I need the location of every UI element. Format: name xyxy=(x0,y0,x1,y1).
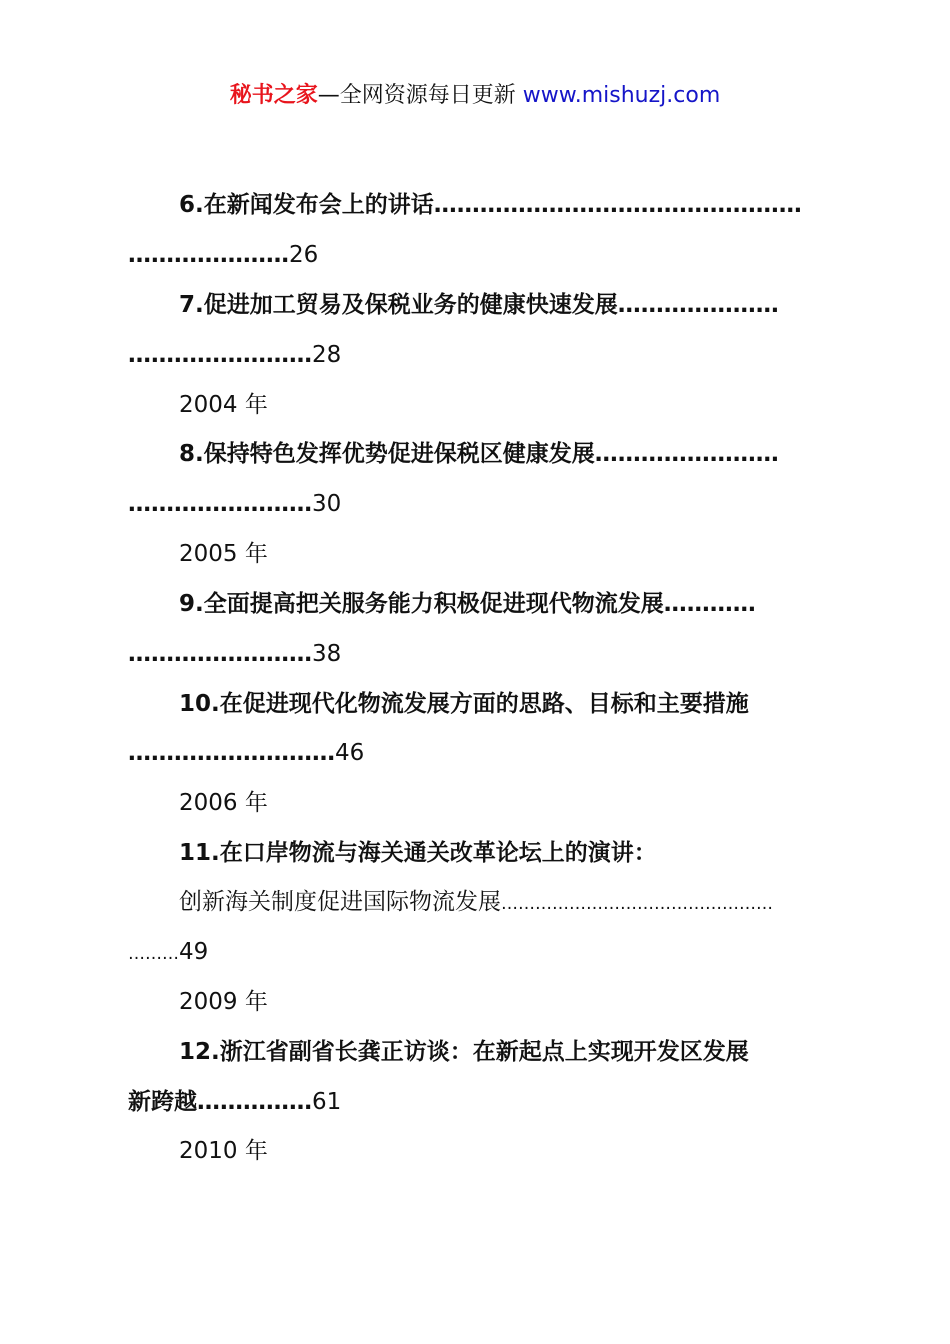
toc-leader: ………………………………………… xyxy=(501,894,773,914)
toc-leader: …………………… xyxy=(128,491,312,517)
toc-entry-9-page-line xyxy=(128,637,834,671)
toc-entry-11-subtitle-line[interactable] xyxy=(179,885,834,921)
toc-page-number: 38 xyxy=(312,641,342,667)
site-header xyxy=(0,80,950,112)
toc-entry-7-page-line xyxy=(128,338,834,372)
toc-entry-11-page-line xyxy=(128,935,834,971)
toc-entry-title: 12.浙江省副省长龚正访谈：在新起点上实现开发区发展 xyxy=(179,1039,749,1065)
toc-page-number: 49 xyxy=(179,939,209,965)
toc-entry-title-continuation: 新跨越 xyxy=(128,1089,197,1115)
toc-leader: ………………… xyxy=(128,242,289,268)
toc-leader: …………… xyxy=(197,1089,312,1115)
toc-entry-8-title-line[interactable] xyxy=(179,437,834,471)
toc-entry-9-title-line[interactable] xyxy=(179,587,834,621)
toc-leader: …………………… xyxy=(594,441,779,467)
toc-leader: ………………… xyxy=(617,292,779,318)
toc-entry-subtitle: 创新海关制度促进国际物流发展 xyxy=(179,889,501,915)
toc-entry-6-page-line xyxy=(128,238,834,272)
toc-leader: …………………… xyxy=(128,641,312,667)
toc-entry-title: 6.在新闻发布会上的讲话 xyxy=(179,192,434,218)
toc-year-heading: 2005 年 xyxy=(179,541,268,567)
toc-page-number: 46 xyxy=(335,740,365,766)
toc-year-heading: 2010 年 xyxy=(179,1138,268,1164)
toc-entry-12-page-line xyxy=(128,1085,834,1119)
toc-page-number: 28 xyxy=(312,342,342,368)
toc-entry-title: 9.全面提高把关服务能力积极促进现代物流发展 xyxy=(179,591,664,617)
toc-page-number: 26 xyxy=(289,242,319,268)
toc-entry-6-title-line[interactable] xyxy=(179,188,834,222)
toc-page-number: 30 xyxy=(312,491,342,517)
toc-leader: ………………………………………… xyxy=(433,192,802,218)
brand-name: 秘书之家 xyxy=(229,83,318,108)
toc-leader: …………………… xyxy=(128,342,312,368)
toc-entry-7-title-line[interactable] xyxy=(179,288,834,322)
toc-leader: ……………………… xyxy=(128,740,335,766)
toc-entry-title: 8.保持特色发挥优势促进保税区健康发展 xyxy=(179,441,595,467)
toc-page-number: 61 xyxy=(312,1089,342,1115)
toc-entry-10-title-line[interactable] xyxy=(179,687,834,721)
toc-entry-title: 10.在促进现代化物流发展方面的思路、目标和主要措施 xyxy=(179,691,749,717)
toc-year-heading: 2006 年 xyxy=(179,790,268,816)
toc-leader: ………… xyxy=(663,591,756,617)
site-url-link[interactable]: www.mishuzj.com xyxy=(522,83,721,108)
toc-entry-12-title-line[interactable] xyxy=(179,1035,834,1069)
toc-entry-8-page-line xyxy=(128,487,834,521)
toc-year-heading: 2009 年 xyxy=(179,989,268,1015)
toc-entry-title: 7.促进加工贸易及保税业务的健康快速发展 xyxy=(179,292,618,318)
toc-entry-10-page-line xyxy=(128,736,834,770)
toc-year-heading: 2004 年 xyxy=(179,392,268,418)
toc-entry-11-title-line[interactable] xyxy=(179,836,834,870)
toc-leader: ……… xyxy=(128,944,179,964)
header-tagline: —全网资源每日更新 xyxy=(317,83,516,108)
toc-entry-title: 11.在口岸物流与海关通关改革论坛上的演讲： xyxy=(179,840,657,866)
